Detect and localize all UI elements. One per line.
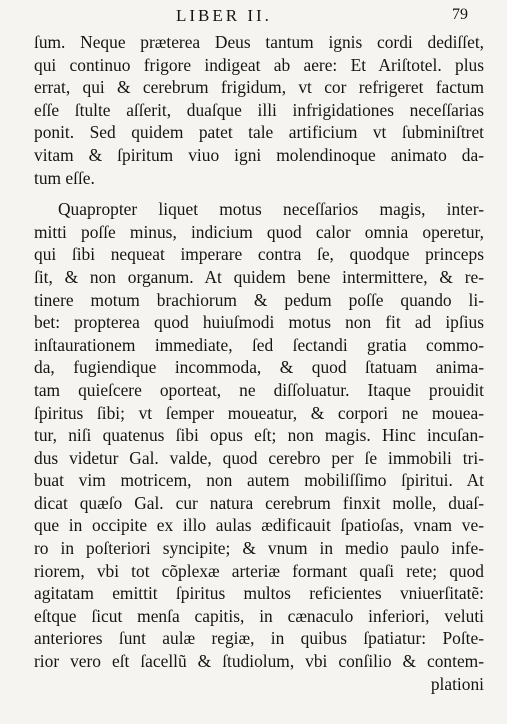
text-line: Quapropter liquet motus neceſſarios magis, inter- (58, 199, 484, 220)
text-line: ſpiritus ſibi; vt ſemper moueatur, & corpori ne mouea- (34, 402, 484, 423)
text-line: da, fugiendique incommoda, & quod ſtatuam anima- (34, 357, 484, 378)
paragraph-gap (34, 189, 484, 198)
text-line: ponit. Sed quidem patet tale artificium vt ſubminiſtret (34, 122, 484, 143)
text-line: ſum. Neque præterea Deus tantum ignis cordi dediſſet, (34, 32, 484, 52)
text-line: buat vim motricem, non autem mobiliſſimo ſpiritui. At (34, 470, 484, 491)
text-line: ſit, & non organum. At quidem bene intermittere, & re- (34, 266, 484, 287)
text-line: vitam & ſpiritum viuo igni molendinoque animato da- (34, 144, 484, 165)
body-text (34, 31, 484, 695)
text-line: qui ſibi nequeat imperare contra ſe, quodque princeps (34, 244, 484, 265)
text-line: ro in poſteriori syncipite; & vnum in medio paulo infe- (34, 538, 484, 559)
page-number: 79 (452, 6, 468, 23)
catchword: plationi (430, 673, 484, 694)
text-line: tum eſſe. (34, 167, 95, 188)
text-line: tam quieſcere oporteat, ne diſſoluatur. Itaque prouidit (34, 379, 484, 400)
text-line: bet: propterea quod huiuſmodi motus non fit ad ipſius (34, 312, 484, 333)
text-line: que in occipite ex illo aulas ædificauit ſpatioſas, vnam ve- (34, 515, 484, 536)
text-line: dus videtur Gal. valde, quod cerebro per ſe immobili tri- (34, 447, 484, 468)
text-line: errat, qui & cerebrum frigidum, vt cor refrigeret factum (34, 77, 484, 98)
text-line: dicat quæſo Gal. cur natura cerebrum finxit molle, duaſ- (34, 492, 484, 513)
page-header (0, 4, 507, 26)
text-line: riorem, vbi tot cõplexæ arteriæ formant quaſi rete; quod (34, 560, 484, 581)
text-line: tinere motum brachiorum & pedum poſſe quando li- (34, 289, 484, 310)
text-line: eſtque ſicut menſa capitis, in cænaculo inferiori, veluti (34, 605, 484, 626)
text-line: inſtaurationem immediate, ſed ſectandi gratia commo- (34, 334, 484, 355)
text-line: mitti poſſe minus, indicium quod calor omnia operetur, (34, 221, 484, 242)
text-line: rior vero eſt ſacellũ & ſtudiolum, vbi conſilio & contem- (34, 651, 484, 672)
text-line: agitatam emittit ſpiritus multos reficientes vniuerſitatẽ: (34, 583, 484, 604)
text-line: eſſe ſtulte aſſerit, duaſque illi infrigidationes neceſſarias (34, 99, 484, 120)
text-line: qui continuo frigore indigeat ab aere: Et Ariſtotel. plus (34, 54, 484, 75)
text-line: tur, niſi quatenus ſibi opus eſt; non magis. Hinc incuſan- (34, 425, 484, 446)
running-head: LIBER II. (176, 6, 272, 25)
text-line: anteriores ſunt aulæ regiæ, in quibus ſpatiatur: Poſte- (34, 628, 484, 649)
